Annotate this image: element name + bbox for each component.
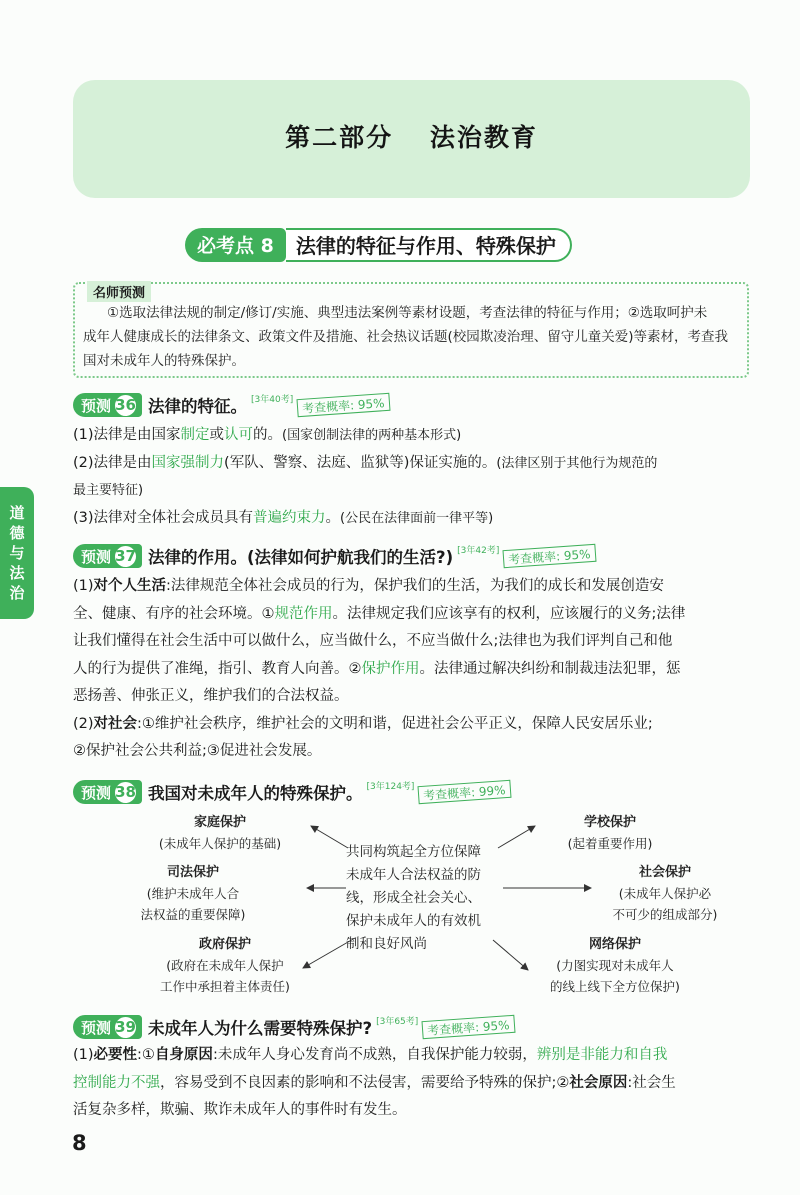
badge-number: 36: [115, 396, 136, 414]
side-tab-char: 德: [9, 524, 25, 542]
question-badge: [73, 1015, 142, 1039]
text-line: 最主要特征): [73, 483, 144, 498]
teacher-prediction-box: [73, 282, 749, 378]
teacher-prediction-label: 名师预测: [87, 281, 151, 302]
center-line: 线，形成全社会关心、: [346, 890, 481, 906]
badge-number: 39: [115, 1018, 136, 1036]
node-title: 家庭保护: [193, 815, 246, 830]
side-tab-char: 与: [9, 544, 25, 562]
exam-years: [3年42考]: [457, 546, 500, 556]
question-title: 未成年人为什么需要特殊保护?: [148, 1019, 373, 1038]
side-tab-char: 道: [9, 504, 25, 522]
question-title: 法律的作用。(法律如何护航我们的生活?): [148, 548, 454, 567]
question-39-heading: [73, 1014, 515, 1040]
text-line: 让我们懂得在社会生活中可以做什么，应当做什么，不应当做什么;法律也为我们评判自己和他: [73, 633, 673, 649]
text-line: (2)法律是由国家强制力(军队、警察、法庭、监狱等)保证实施的。(法律区别于其他行为规范的: [73, 454, 658, 471]
center-line: 未成年人合法权益的防: [346, 867, 481, 883]
node-family-protection: [135, 812, 305, 854]
side-tab-char: 治: [9, 584, 25, 602]
badge-number: 37: [115, 547, 136, 565]
diagram-center-text: [346, 841, 516, 956]
badge-label: 预测: [81, 1018, 112, 1037]
node-government-protection: [135, 934, 315, 997]
badge-number: 38: [115, 783, 136, 801]
exam-years: [3年65考]: [376, 1017, 419, 1027]
node-school-protection: [535, 812, 685, 854]
arrow-to-family: [311, 826, 348, 848]
text-line: (1)对个人生活:法律规范全体社会成员的行为，保护我们的生活，为我们的成长和发展创造安: [73, 578, 664, 594]
badge-label: 预测: [81, 783, 112, 802]
text-line: 控制能力不强，容易受到不良因素的影响和不法侵害，需要给予特殊的保护;②社会原因:社会生: [73, 1074, 676, 1091]
node-network-protection: [525, 934, 705, 997]
badge-label: 预测: [81, 396, 112, 415]
side-tab-char: 法: [9, 564, 25, 582]
text-line: (1)法律是由国家制定或认可的。(国家创制法律的两种基本形式): [73, 427, 462, 443]
question-37-body: [73, 573, 753, 766]
node-desc: (起着重要作用): [567, 836, 653, 851]
node-desc: (政府在未成年人保护: [166, 958, 284, 973]
prediction-line: 成年人健康成长的法律条文、政策文件及措施、社会热议话题(校园欺凌治理、留守儿童关爱)等素材，考查我: [83, 329, 729, 345]
node-title: 社会保护: [638, 865, 691, 880]
text-line: 活复杂多样，欺骗、欺诈未成年人的事件时有发生。: [73, 1102, 407, 1118]
text-line: 人的行为提供了准绳，指引、教育人向善。②保护作用。法律通过解决纠纷和制裁违法犯罪，惩: [73, 660, 681, 677]
node-desc: (维护未成年人合: [146, 886, 240, 901]
node-title: 政府保护: [198, 937, 251, 952]
exam-years: [3年124考]: [366, 782, 415, 792]
key-point-heading: [185, 226, 572, 263]
text-line: 恶扬善、伸张正义，维护我们的合法权益。: [73, 688, 349, 704]
node-title: 学校保护: [583, 815, 636, 830]
question-title: 法律的特征。: [148, 397, 248, 416]
text-line: 全、健康、有序的社会环境。①规范作用。法律规定我们应该享有的权利，应该履行的义务;法律: [73, 605, 686, 622]
node-judicial-protection: [93, 862, 293, 925]
node-desc: (未成年人保护必: [618, 886, 712, 901]
node-desc: 工作中承担着主体责任): [160, 979, 290, 994]
page-number: 8: [72, 1131, 87, 1155]
teacher-prediction-text: [83, 301, 743, 373]
node-desc: 的线上线下全方位保护): [550, 979, 680, 994]
question-title: 我国对未成年人的特殊保护。: [148, 784, 363, 803]
node-desc: (未成年人保护的基础): [158, 836, 282, 851]
node-desc: (力图实现对未成年人: [556, 958, 674, 973]
question-36-body: [73, 422, 753, 532]
node-desc: 法权益的重要保障): [140, 907, 246, 922]
node-title: 网络保护: [588, 937, 641, 952]
special-protection-diagram: [73, 810, 753, 1000]
text-line: (2)对社会:①维护社会秩序，维护社会的文明和谐，促进社会公平正义，保障人民安居乐业;: [73, 715, 653, 732]
question-37-heading: [73, 543, 596, 569]
probability-stamp: 考查概率: 95%: [297, 393, 391, 417]
question-badge: [73, 393, 142, 417]
prediction-line: ①选取法律法规的制定/修订/实施、典型违法案例等素材设题，考查法律的特征与作用；②选取呵护未: [107, 305, 708, 321]
node-society-protection: [585, 862, 745, 925]
probability-stamp: 考查概率: 95%: [503, 544, 597, 568]
text-line: (3)法律对全体社会成员具有普遍约束力。(公民在法律面前一律平等): [73, 509, 494, 526]
center-line: 制和良好风尚: [346, 936, 427, 952]
question-badge: [73, 544, 142, 568]
text-line: (1)必要性:①自身原因:未成年人身心发育尚不成熟，自我保护能力较弱，辨别是非能力和自我: [73, 1047, 668, 1063]
node-title: 司法保护: [166, 865, 219, 880]
probability-stamp: 考查概率: 95%: [422, 1015, 516, 1039]
center-line: 共同构筑起全方位保障: [346, 844, 481, 860]
question-39-body: [73, 1042, 753, 1125]
exam-years: [3年40考]: [251, 395, 294, 405]
badge-label: 预测: [81, 547, 112, 566]
subject-side-tab: [0, 487, 34, 619]
question-38-heading: [73, 779, 511, 805]
center-line: 保护未成年人的有效机: [346, 913, 481, 929]
title-band: [73, 80, 750, 198]
node-desc: 不可少的组成部分): [612, 907, 718, 922]
question-badge: [73, 780, 142, 804]
prediction-line: 国对未成年人的特殊保护。: [83, 353, 245, 369]
text-line: ②保护社会公共利益;③促进社会发展。: [73, 743, 322, 759]
key-point-title: 法律的特征与作用、特殊保护: [286, 228, 572, 262]
key-point-pill: 必考点 8: [185, 228, 286, 262]
question-36-heading: [73, 392, 390, 418]
page-title: 第二部分 法治教育: [285, 123, 538, 152]
probability-stamp: 考查概率: 99%: [418, 780, 512, 804]
